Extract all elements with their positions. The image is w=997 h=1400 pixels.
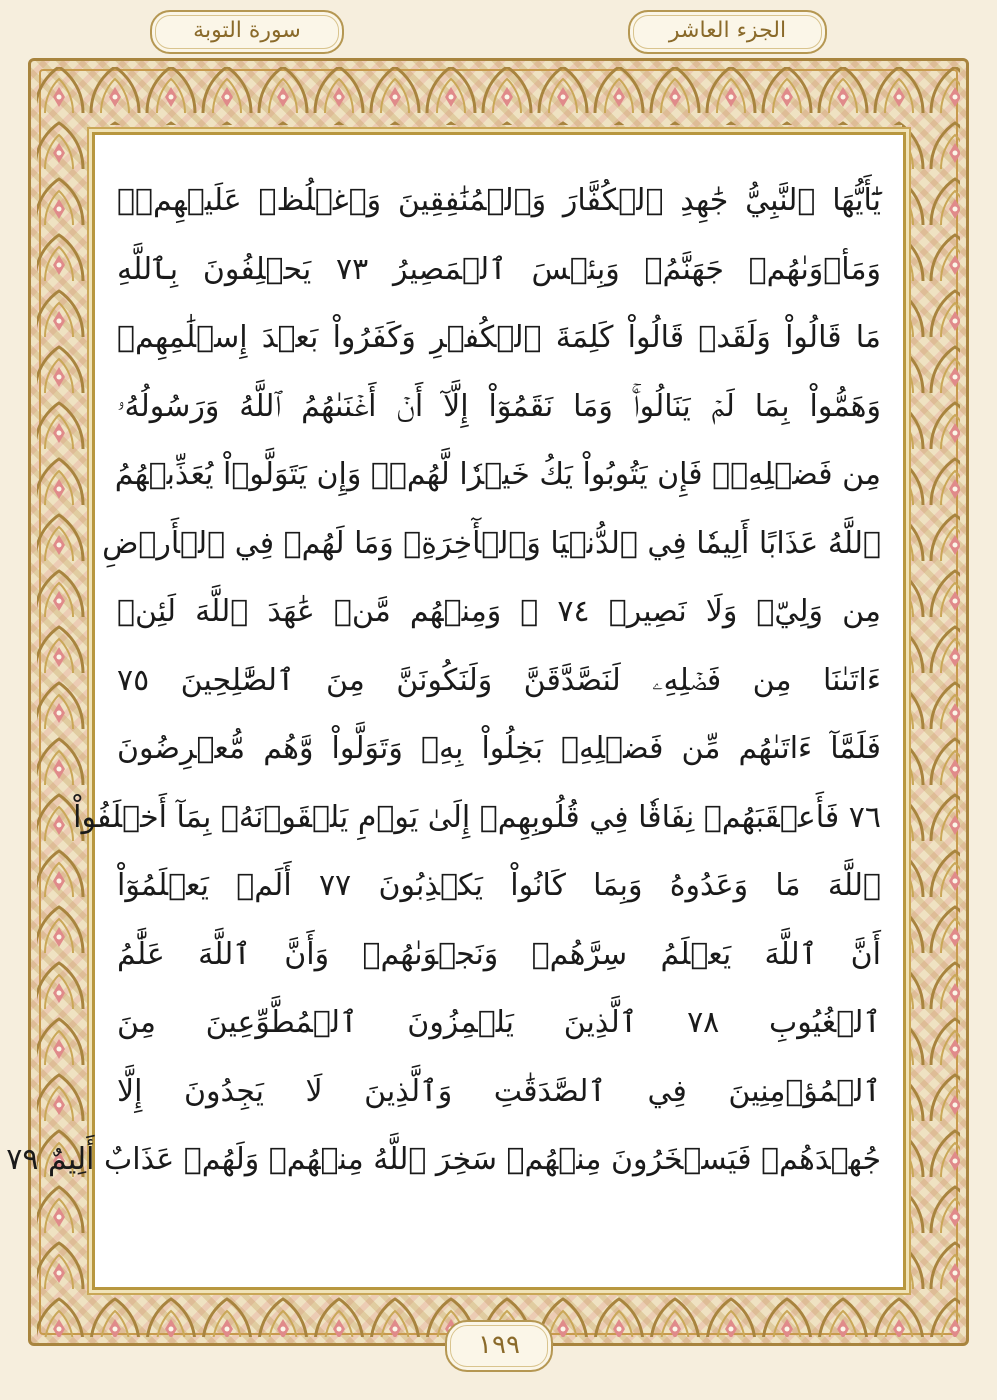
verse-line: ٱللَّهَ مَا وَعَدُوهُ وَبِمَا كَانُواْ يَكۡذِبُونَ ٧٧ أَلَمۡ يَعۡلَمُوٓاْ [117,868,881,903]
verse-line: مَا قَالُواْ وَلَقَدۡ قَالُواْ كَلِمَةَ ٱلۡكُفۡرِ وَكَفَرُواْ بَعۡدَ إِسۡلَٰمِهِمۡ [117,320,881,355]
verses-block [6,167,882,1195]
verse-line: أَنَّ ٱللَّهَ يَعۡلَمُ سِرَّهُمۡ وَنَجۡوَىٰهُمۡ وَأَنَّ ٱللَّهَ عَلَّٰمُ [117,936,881,972]
verse-line: ٱلۡغُيُوبِ ٧٨ ٱلَّذِينَ يَلۡمِزُونَ ٱلۡمُطَّوِّعِينَ مِنَ [117,1005,881,1040]
verse-line: وَمَأۡوَىٰهُمۡ جَهَنَّمُۖ وَبِئۡسَ ٱلۡمَصِيرُ ٧٣ يَحۡلِفُونَ بِٱللَّهِ [117,251,881,287]
page-number-badge: ١٩٩ [445,1320,553,1372]
verse-line: ٱللَّهُ عَذَابًا أَلِيمٗا فِي ٱلدُّنۡيَا وَٱلۡأٓخِرَةِۚ وَمَا لَهُمۡ فِي ٱلۡأَرۡضِ [102,525,881,561]
verse-line: مِن فَضۡلِهِۦۚ فَإِن يَتُوبُواْ يَكُ خَيۡرٗا لَّهُمۡۖ وَإِن يَتَوَلَّوۡاْ يُعَذِّبۡهُمُ [114,457,881,492]
verse-line: ءَاتَىٰنَا مِن فَضۡلِهِۦ لَنَصَّدَّقَنَّ وَلَنَكُونَنَّ مِنَ ٱلصَّٰلِحِينَ ٧٥ [117,662,881,698]
verse-line: ٧٦ فَأَعۡقَبَهُمۡ نِفَاقٗا فِي قُلُوبِهِمۡ إِلَىٰ يَوۡمِ يَلۡقَوۡنَهُۥ بِمَآ أَخۡلَفُواْ [73,799,881,835]
verse-line: وَهَمُّواْ بِمَا لَمۡ يَنَالُواْۚ وَمَا نَقَمُوٓاْ إِلَّآ أَنۡ أَغۡنَىٰهُمُ ٱللَّهُ وَرَسُولُهُۥ [117,388,881,424]
verse-line: ٱلۡمُؤۡمِنِينَ فِي ٱلصَّدَقَٰتِ وَٱلَّذِينَ لَا يَجِدُونَ إِلَّا [117,1073,881,1109]
page-text-panel [6,132,906,1290]
verse-line: جُهۡدَهُمۡ فَيَسۡخَرُونَ مِنۡهُمۡ سَخِرَ ٱللَّهُ مِنۡهُمۡ وَلَهُمۡ عَذَابٌ أَلِيمٌ ٧٩ [6,1142,881,1177]
surah-name-badge: سورة التوبة [150,10,344,54]
verse-line: يَٰٓأَيُّهَا ٱلنَّبِيُّ جَٰهِدِ ٱلۡكُفَّارَ وَٱلۡمُنَٰفِقِينَ وَٱغۡلُظۡ عَلَيۡهِمۡۚ [117,183,881,218]
verse-line: فَلَمَّآ ءَاتَىٰهُم مِّن فَضۡلِهِۦ بَخِلُواْ بِهِۦ وَتَوَلَّواْ وَّهُم مُّعۡرِضُونَ [117,731,881,766]
verse-line: مِن وَلِيّٖ وَلَا نَصِيرٖ ٧٤ ۞ وَمِنۡهُم مَّنۡ عَٰهَدَ ٱللَّهَ لَئِنۡ [117,594,882,629]
juz-name-badge: الجزء العاشر [628,10,827,54]
